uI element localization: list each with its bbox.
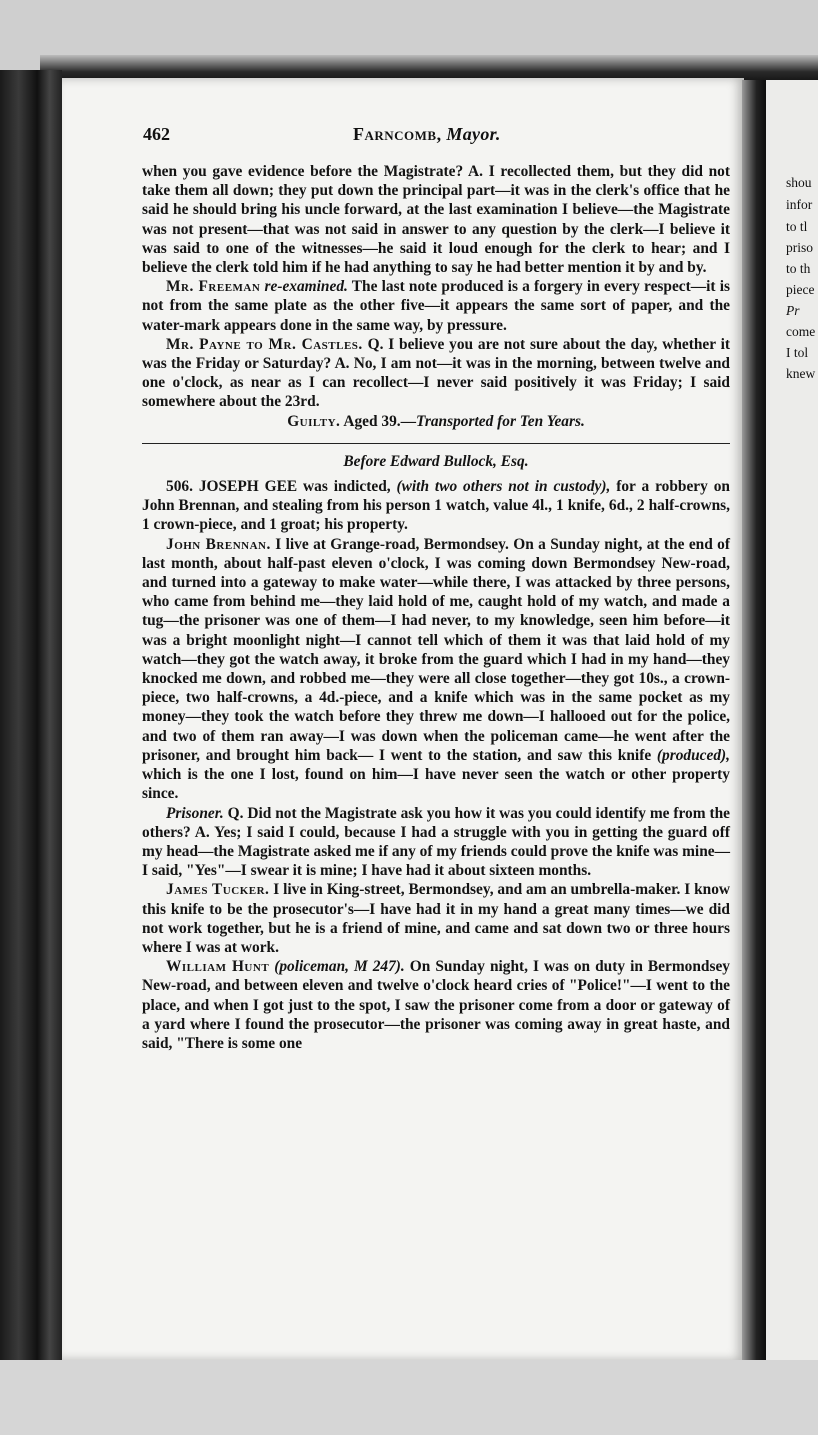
facing-page-fragment: priso — [786, 240, 813, 255]
case-number: 506. — [166, 478, 193, 496]
speaker-tag: (policeman, M 247). — [274, 958, 405, 976]
verdict-sentence: Transported for Ten Years. — [416, 412, 585, 430]
verdict-label: Guilty. — [287, 412, 341, 430]
section-heading: Before Edward Bullock, Esq. — [343, 452, 529, 470]
facing-page-fragment: Pr — [786, 303, 800, 318]
facing-page-fragment: knew — [786, 366, 816, 381]
scan-background — [0, 1360, 818, 1435]
speaker-name: Mr. Freeman — [166, 278, 261, 296]
testimony-text: I live in King-street, Bermondsey, and am an umbrella-maker. I know this knife to be the prosecutor's—I have had it in my hand a great many times—we did not work together, but he is a friend of mine, and came and sat down two or three hours where I was at work. — [142, 881, 731, 956]
verdict-age: Aged 39.— — [343, 412, 417, 430]
paragraph-text: Q. I believe you are not sure about the day, whether it was the Friday or Saturday? A. No, I am not—it was in the morning, between twelve and one o'clock, as near as I can recollect—I never said positively it was Friday; I said somewhere about the 23rd. — [142, 335, 730, 411]
facing-page — [766, 80, 818, 1360]
running-head — [353, 124, 501, 145]
page-body — [142, 162, 730, 1053]
testimony-text: On Sunday night, I was on duty in Bermondsey New-road, and between eleven and twelve o'clock heard cries of "Police!"—I went to the place, and when I got just to the spot, I saw the prisoner come from a door or gateway of a yard where I found the prosecutor—the prisoner was coming away in great haste, and said, "There is some one — [142, 958, 730, 1052]
testimony-tucker — [142, 880, 730, 957]
facing-page-fragment: come — [786, 324, 816, 339]
facing-page-fragment: I tol — [786, 345, 809, 360]
case-defendant: JOSEPH GEE — [198, 478, 298, 496]
case-text: was indicted, — [303, 478, 391, 496]
running-head-name: Farncomb, — [353, 124, 442, 144]
paragraph-freeman — [142, 277, 730, 335]
testimony-hunt — [142, 957, 730, 1053]
page-number: 462 — [143, 124, 170, 144]
testimony-text: which is the one I lost, found on him—I have never seen the watch or other property since. — [142, 766, 730, 803]
paragraph-continued: when you gave evidence before the Magistrate? A. I recollected them, but they did not take them all down; they put down the principal part—it was in the clerk's office that he said he should bring his uncle forward, at the last examination I believe—the Magistrate was not present—that was not said in answer to any question by the clerk—I believe it was said to one of the witnesses—he said it loud enough for the clerk to hear; and I believe the clerk told him if he had anything to say he had better mention it by and by. — [142, 163, 730, 277]
speaker-name: Prisoner. — [166, 804, 224, 822]
page-header — [143, 124, 703, 152]
facing-page-fragment: infor — [786, 197, 813, 212]
facing-page-fragment: shou — [786, 175, 812, 190]
testimony-prisoner — [142, 804, 730, 881]
verdict-line — [142, 412, 730, 431]
speaker-name: William Hunt — [166, 958, 270, 976]
speaker-name: John Brennan. — [166, 535, 271, 553]
speaker-tag: re-examined. — [264, 278, 348, 296]
paragraph-text: The last note produced is a forgery in every respect—it is not from the same plate as the other five—it appears the same sort of paper, and the water-mark appears done in the same way, by pressure. — [142, 278, 730, 334]
speaker-name: Mr. Payne to Mr. Castles. — [166, 335, 363, 353]
book-gutter — [742, 80, 766, 1360]
section-divider — [142, 443, 730, 444]
testimony-text: Q. Did not the Magistrate ask you how it was you could identify me from the others? A. Yes; I said I could, because I had a struggle with you in getting the guard off my head—the Magistrate asked me if any of my friends could prove the knife was mine—I said, "Yes"—I swear it is mine; I have had it about sixteen months. — [142, 804, 730, 880]
book-binding-left — [0, 70, 62, 1360]
facing-page-fragment: to tl — [786, 219, 808, 234]
case-text: for a robbery on John Brennan, and stealing from his person 1 watch, value 4l., 1 knife, 6d., 2 half-crowns, 1 crown-piece, and 1 groat; his property. — [142, 478, 730, 534]
testimony-italic: (produced), — [656, 746, 730, 764]
speaker-name: James Tucker. — [166, 881, 270, 899]
running-head-title: Mayor. — [446, 124, 501, 144]
facing-page-fragment: to th — [786, 261, 811, 276]
testimony-brennan — [142, 535, 730, 804]
testimony-text: I live at Grange-road, Bermondsey. On a Sunday night, at the end of last month, about half-past eleven o'clock, I was coming down Bermondsey New-road, and turned into a gateway to make water—while there, I was attacked by three persons, who came from behind me—they laid hold of me, caught hold of my watch, and made a tug—the prisoner was one of them—I had never, to my knowledge, seen him before—it was a bright moonlight night—I cannot tell which of them it was that laid hold of my watch—they got the watch away, it broke from the guard which I had in my hand—they knocked me down, and robbed me—they were all close together—they got 10s., a crown-piece, two half-crowns, a 4d.-piece, and a knife which was in the same pocket as my money—they took the watch before they threw me down—I hallooed out for the police, and two of them ran away—I was down when the policeman came—he went after the prisoner, and brought him back— I went to the station, and saw this knife — [142, 535, 730, 764]
case-italic: (with two others not in custody), — [396, 478, 611, 496]
paragraph-payne — [142, 335, 730, 412]
facing-page-fragment: piece — [786, 282, 815, 297]
case-paragraph — [142, 477, 730, 535]
